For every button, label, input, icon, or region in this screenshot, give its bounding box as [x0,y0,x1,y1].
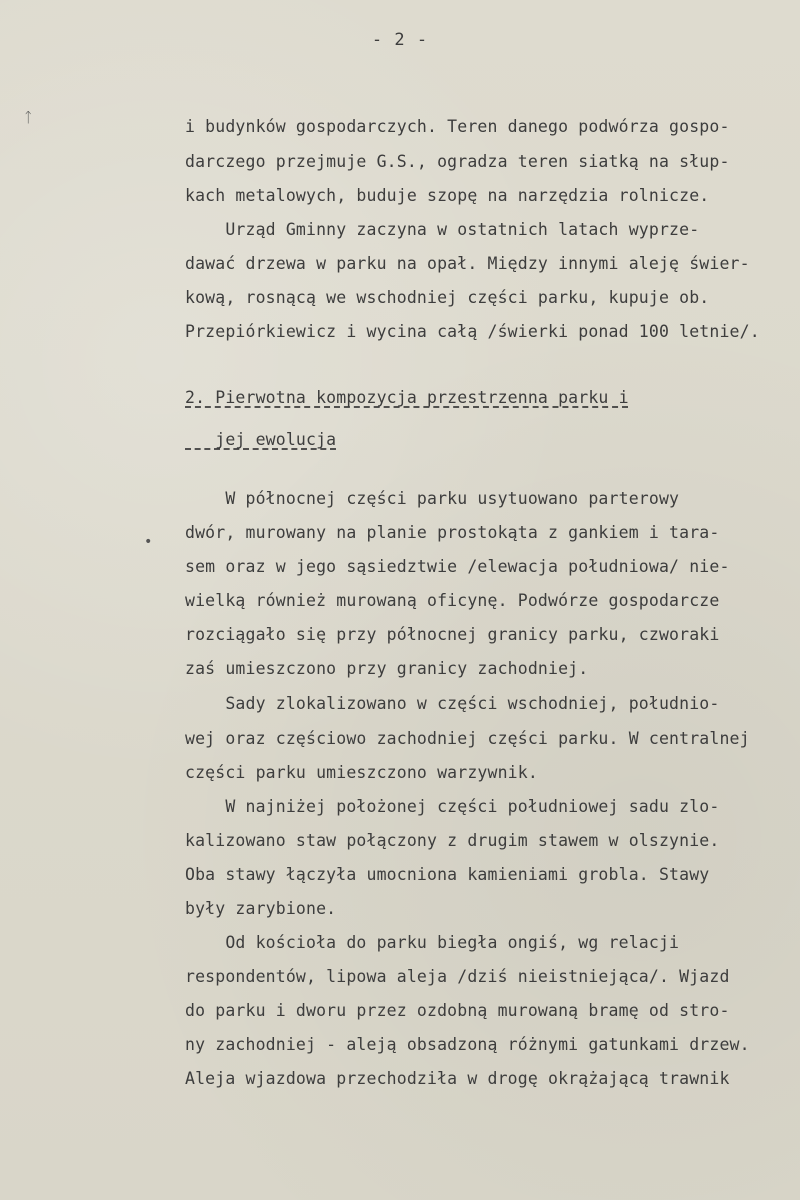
text-line: rozciągało się przy północnej granicy parku, czworaki [185,625,720,644]
paper-speck-mark: • [144,534,153,550]
section-heading-continued: jej ewolucja [185,430,337,449]
text-line: sem oraz w jego sąsiedztwie /elewacja południowa/ nie- [185,557,730,576]
text-line: dwór, murowany na planie prostokąta z gankiem i tara- [185,523,720,542]
text-line: były zarybione. [185,899,337,918]
text-line: zaś umieszczono przy granicy zachodniej. [185,659,589,678]
page-number: - 2 - [371,30,429,50]
text-line: ny zachodniej - aleją obsadzoną różnymi gatunkami drzew. [185,1035,750,1054]
text-line: części parku umieszczono warzywnik. [185,763,538,782]
text-line: Od kościoła do parku biegła ongiś, wg relacji [185,933,680,952]
text-line: W najniżej położonej części południowej sadu zlo- [185,797,720,816]
text-line: Sady zlokalizowano w części wschodniej, południo- [185,694,720,713]
text-line: Urząd Gminny zaczyna w ostatnich latach wyprze- [185,220,700,239]
text-line: respondentów, lipowa aleja /dziś nieistniejąca/. Wjazd [185,967,730,986]
text-line: W północnej części parku usytuowano parterowy [185,489,680,508]
text-line: darczego przejmuje G.S., ogradza teren siatką na słup- [185,152,730,171]
section-heading: 2. Pierwotna kompozycja przestrzenna parku i [185,388,629,407]
text-line: kach metalowych, buduje szopę na narzędzia rolnicze. [185,186,710,205]
paper-speck-mark: ᛏ [24,110,33,126]
text-line: Aleja wjazdowa przechodziła w drogę okrążającą trawnik [185,1069,730,1088]
text-line: Przepiórkiewicz i wycina całą /świerki ponad 100 letnie/. [185,322,760,341]
text-line: wej oraz częściowo zachodniej części parku. W centralnej [185,729,750,748]
text-line: kową, rosnącą we wschodniej części parku, kupuje ob. [185,288,710,307]
text-line: dawać drzewa w parku na opał. Między innymi aleję świer- [185,254,750,273]
text-line: wielką również murowaną oficynę. Podwórze gospodarcze [185,591,720,610]
text-line: kalizowano staw połączony z drugim stawem w olszynie. [185,831,720,850]
text-line: Oba stawy łączyła umocniona kamieniami grobla. Stawy [185,865,710,884]
text-line: do parku i dworu przez ozdobną murowaną bramę od stro- [185,1001,730,1020]
text-line: i budynków gospodarczych. Teren danego podwórza gospo- [185,117,730,136]
